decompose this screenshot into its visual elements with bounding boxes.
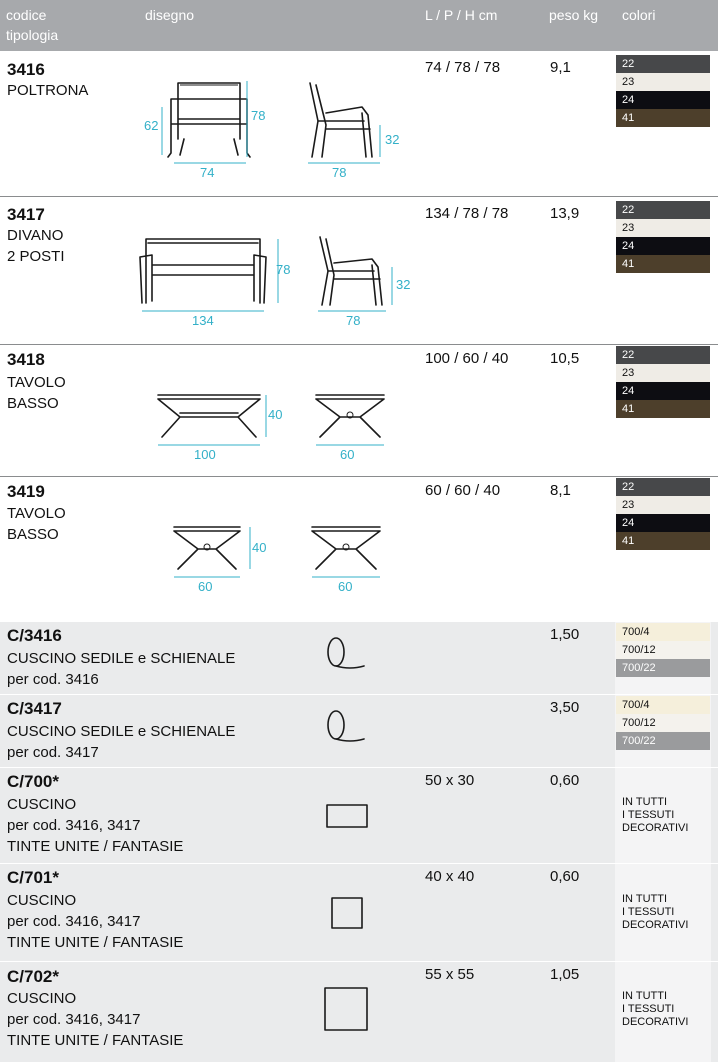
- product-code: 3416: [7, 60, 45, 79]
- color-swatch: 23: [616, 496, 710, 514]
- table-row: [0, 622, 718, 694]
- product-dims: 50 x 30: [425, 772, 475, 789]
- cushion-seat-back-drawing: [322, 705, 372, 755]
- product-code: C/3416: [7, 626, 62, 645]
- table-row: [0, 51, 718, 196]
- product-code: C/701*: [7, 868, 59, 887]
- product-desc: CUSCINO SEDILE e SCHIENALE: [7, 723, 236, 740]
- svg-text:78: 78: [332, 165, 347, 180]
- color-swatch: 41: [616, 109, 710, 127]
- sofa-front-view: [140, 239, 266, 303]
- product-code: C/3417: [7, 699, 62, 718]
- product-desc: per cod. 3416: [7, 671, 99, 688]
- product-desc: CUSCINO SEDILE e SCHIENALE: [7, 650, 236, 667]
- header-colors-label: colori: [622, 7, 656, 23]
- product-code: 3419: [7, 482, 45, 501]
- color-swatch: 41: [616, 255, 710, 273]
- product-dims: 74 / 78 / 78: [425, 59, 501, 76]
- product-code: 3417: [7, 205, 45, 224]
- product-desc: TAVOLO: [7, 374, 66, 391]
- svg-text:74: 74: [200, 165, 215, 180]
- low-table-drawing: [150, 389, 400, 467]
- cushion-square-drawing: [324, 987, 370, 1033]
- table-row: [0, 961, 718, 1062]
- color-swatch: 700/12: [616, 714, 710, 732]
- product-desc: per cod. 3416, 3417: [7, 913, 141, 930]
- decor-note: IN TUTTI I TESSUTI DECORATIVI: [622, 893, 689, 931]
- product-dims: 100 / 60 / 40: [425, 350, 509, 367]
- product-code: 3418: [7, 350, 45, 369]
- decor-note: IN TUTTI I TESSUTI DECORATIVI: [622, 990, 689, 1028]
- color-swatch: 41: [616, 400, 710, 418]
- armchair-side-view: [310, 83, 372, 157]
- color-swatch: 700/12: [616, 641, 710, 659]
- product-weight: 0,60: [550, 868, 580, 885]
- product-code: C/700*: [7, 772, 59, 791]
- color-swatch: 24: [616, 514, 710, 532]
- product-desc: TAVOLO: [7, 505, 66, 522]
- frame-color-swatches: [616, 55, 710, 127]
- color-swatch: 24: [616, 91, 710, 109]
- color-swatch: 700/4: [616, 623, 710, 641]
- color-swatch: 23: [616, 219, 710, 237]
- svg-text:60: 60: [340, 447, 355, 462]
- table-front-view: [158, 395, 260, 437]
- svg-text:78: 78: [251, 108, 266, 123]
- svg-text:32: 32: [385, 132, 400, 147]
- product-weight: 1,05: [550, 966, 580, 983]
- color-swatch: 22: [616, 478, 710, 496]
- product-desc: per cod. 3416, 3417: [7, 1011, 141, 1028]
- svg-text:60: 60: [338, 579, 353, 594]
- product-desc: DIVANO: [7, 227, 64, 244]
- color-swatch: 24: [616, 382, 710, 400]
- header-dims-label: L / P / H cm: [425, 7, 498, 23]
- product-weight: 13,9: [550, 205, 580, 222]
- svg-text:100: 100: [194, 447, 216, 462]
- color-swatch: 700/22: [616, 732, 710, 750]
- decor-note: IN TUTTI I TESSUTI DECORATIVI: [622, 796, 689, 834]
- product-desc: 2 POSTI: [7, 248, 65, 265]
- cushion-seat-back-drawing: [322, 632, 372, 682]
- product-desc: CUSCINO: [7, 892, 77, 909]
- color-swatch: 22: [616, 55, 710, 73]
- svg-text:32: 32: [396, 277, 411, 292]
- product-code: C/702*: [7, 967, 59, 986]
- color-swatch: 23: [616, 364, 710, 382]
- product-dims: 55 x 55: [425, 966, 475, 983]
- svg-text:78: 78: [346, 313, 361, 328]
- product-desc: CUSCINO: [7, 990, 77, 1007]
- svg-text:134: 134: [192, 313, 214, 328]
- cushion-square-drawing: [331, 897, 365, 931]
- product-desc: CUSCINO: [7, 796, 77, 813]
- square-table-drawing: [166, 525, 396, 599]
- color-swatch: 22: [616, 201, 710, 219]
- armchair-drawing: [140, 69, 420, 184]
- product-desc: POLTRONA: [7, 82, 89, 99]
- color-swatch: 700/22: [616, 659, 710, 677]
- svg-text:40: 40: [252, 540, 267, 555]
- fabric-color-swatches: [616, 696, 710, 750]
- product-weight: 8,1: [550, 482, 571, 499]
- table-row: [0, 476, 718, 622]
- product-desc: per cod. 3416, 3417: [7, 817, 141, 834]
- cushion-rect-drawing: [326, 804, 370, 830]
- color-swatch: 23: [616, 73, 710, 91]
- product-desc: per cod. 3417: [7, 744, 99, 761]
- color-swatch: 41: [616, 532, 710, 550]
- color-swatch: 24: [616, 237, 710, 255]
- header-drawing-label: disegno: [145, 7, 195, 23]
- product-weight: 9,1: [550, 59, 571, 76]
- table-row: [0, 196, 718, 344]
- frame-color-swatches: [616, 201, 710, 273]
- color-swatch: 700/4: [616, 696, 710, 714]
- armchair-front-view: [168, 83, 250, 157]
- frame-color-swatches: [616, 346, 710, 418]
- table-header: [0, 0, 718, 51]
- product-desc: BASSO: [7, 526, 59, 543]
- product-dims: 60 / 60 / 40: [425, 482, 501, 499]
- sofa-drawing: [136, 231, 426, 333]
- table-row: [0, 694, 718, 767]
- svg-text:60: 60: [198, 579, 213, 594]
- product-weight: 0,60: [550, 772, 580, 789]
- table-side-view: [312, 527, 380, 569]
- table-front-view: [174, 527, 240, 569]
- svg-text:78: 78: [276, 262, 291, 277]
- fabric-color-swatches: [616, 623, 710, 677]
- svg-text:40: 40: [268, 407, 283, 422]
- color-swatch: 22: [616, 346, 710, 364]
- table-side-view: [316, 395, 384, 437]
- table-row: [0, 344, 718, 476]
- product-weight: 1,50: [550, 626, 580, 643]
- product-desc: BASSO: [7, 395, 59, 412]
- product-dims: 40 x 40: [425, 868, 475, 885]
- header-code-label: codice tipologia: [6, 7, 59, 43]
- product-desc: TINTE UNITE / FANTASIE: [7, 838, 184, 855]
- header-weight-label: peso kg: [549, 7, 599, 23]
- svg-text:62: 62: [144, 118, 159, 133]
- sofa-side-view: [320, 237, 382, 305]
- product-desc: TINTE UNITE / FANTASIE: [7, 1032, 184, 1049]
- table-row: [0, 767, 718, 863]
- product-weight: 3,50: [550, 699, 580, 716]
- product-weight: 10,5: [550, 350, 580, 367]
- frame-color-swatches: [616, 478, 710, 550]
- table-row: [0, 863, 718, 961]
- product-dims: 134 / 78 / 78: [425, 205, 509, 222]
- product-desc: TINTE UNITE / FANTASIE: [7, 934, 184, 951]
